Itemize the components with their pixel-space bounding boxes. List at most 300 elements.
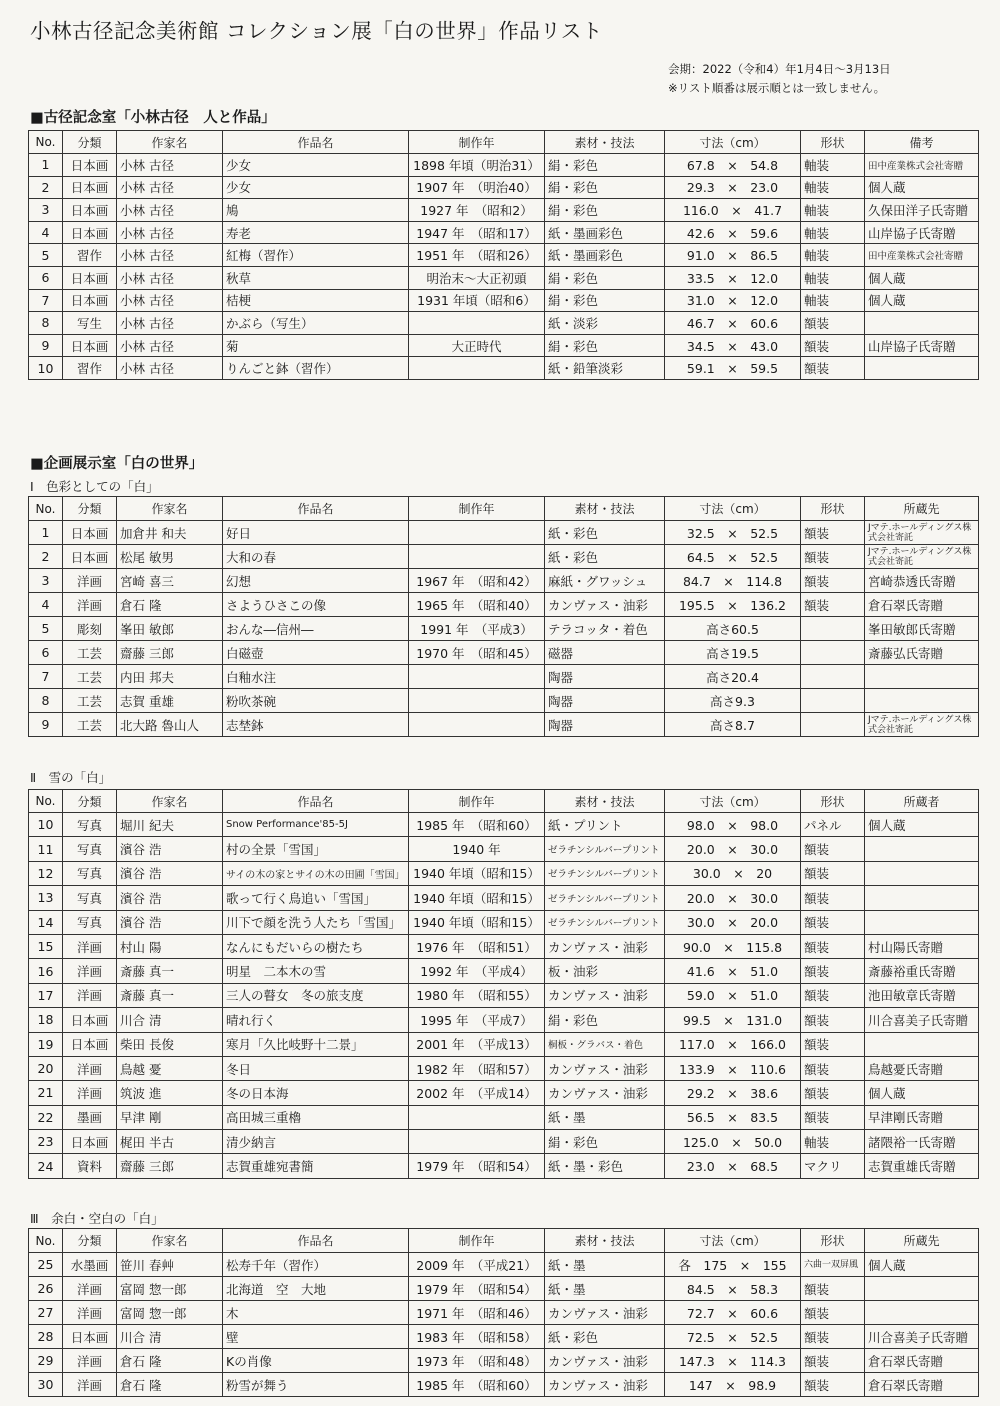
table-cell: 高さ9.3	[665, 689, 801, 713]
table-cell: 1951 年 （昭和26）	[409, 244, 545, 267]
table-cell: 洋画	[63, 934, 117, 958]
table-cell: 写真	[63, 837, 117, 861]
page-title: 小林古径記念美術館 コレクション展「白の世界」作品リスト	[30, 19, 603, 43]
table-cell: 日本画	[63, 221, 117, 244]
table-cell: 川合 清	[117, 1325, 223, 1349]
table-cell: 5	[29, 244, 63, 267]
table-cell	[865, 665, 979, 689]
table-cell: 9	[29, 334, 63, 357]
table-row	[29, 289, 979, 312]
table-cell: Jマテ.ホールディングス株式会社寄託	[865, 713, 979, 737]
table-cell: 秋草	[223, 266, 409, 289]
table-cell: 志賀重雄宛書簡	[223, 1154, 409, 1178]
table-cell: 20.0 × 30.0	[665, 837, 801, 861]
table-cell: 個人蔵	[865, 813, 979, 837]
table-cell: 写生	[63, 312, 117, 335]
table-cell: 17	[29, 983, 63, 1007]
column-header: 所蔵先	[865, 1229, 979, 1253]
table-cell: 額装	[801, 357, 865, 380]
table-cell: 56.5 × 83.5	[665, 1105, 801, 1129]
table-cell: 1898 年頃（明治31）	[409, 154, 545, 177]
column-header: 分類	[63, 1229, 117, 1253]
part3-heading: Ⅲ 余白・空白の「白」	[30, 1211, 164, 1226]
table-cell: 額装	[801, 569, 865, 593]
table-cell: 小林 古径	[117, 289, 223, 312]
table-cell: 1985 年 （昭和60）	[409, 1373, 545, 1397]
table-cell: 齋藤 三郎	[117, 641, 223, 665]
table-cell: 洋画	[63, 959, 117, 983]
table-cell: 1931 年頃（昭和6）	[409, 289, 545, 312]
table-cell: 紙・墨画彩色	[545, 221, 665, 244]
column-header: 制作年	[409, 790, 545, 813]
table-row	[29, 199, 979, 222]
table-cell: 小林 古径	[117, 244, 223, 267]
table-cell: 195.5 × 136.2	[665, 593, 801, 617]
table-cell	[865, 910, 979, 934]
table-cell: 6	[29, 641, 63, 665]
table-cell: 軸装	[801, 199, 865, 222]
table-cell: 額装	[801, 1032, 865, 1056]
table-cell: 絹・彩色	[545, 199, 665, 222]
table-cell: 20.0 × 30.0	[665, 886, 801, 910]
table-cell: 大和の春	[223, 545, 409, 569]
table-cell: 陶器	[545, 689, 665, 713]
table-cell: 20	[29, 1056, 63, 1080]
column-header: 備考	[865, 131, 979, 154]
table-cell: 個人蔵	[865, 266, 979, 289]
table-cell: 柴田 長俊	[117, 1032, 223, 1056]
table-cell: 田中産業株式会社寄贈	[865, 244, 979, 267]
table-cell: 小林 古径	[117, 199, 223, 222]
table-cell: カンヴァス・油彩	[545, 1056, 665, 1080]
table-cell: 額装	[801, 1056, 865, 1080]
column-header: No.	[29, 131, 63, 154]
table-row	[29, 1130, 979, 1154]
table-row	[29, 1032, 979, 1056]
table-cell: 絹・彩色	[545, 266, 665, 289]
table-cell: 松寿千年（習作）	[223, 1253, 409, 1277]
table-cell: 倉石 隆	[117, 1349, 223, 1373]
table-cell: 筑波 進	[117, 1081, 223, 1105]
table-cell	[801, 713, 865, 737]
table-cell: 高さ19.5	[665, 641, 801, 665]
table-cell: 日本画	[63, 1130, 117, 1154]
table-cell: 147 × 98.9	[665, 1373, 801, 1397]
table-cell: 1971 年 （昭和46）	[409, 1301, 545, 1325]
table-cell: 志賀重雄氏寄贈	[865, 1154, 979, 1178]
table-cell: 13	[29, 886, 63, 910]
table-cell: 高さ8.7	[665, 713, 801, 737]
table-cell: 軸装	[801, 266, 865, 289]
table-cell: 15	[29, 934, 63, 958]
table-cell: 額装	[801, 837, 865, 861]
table-cell	[801, 641, 865, 665]
table-cell: カンヴァス・油彩	[545, 1349, 665, 1373]
column-header: 素材・技法	[545, 497, 665, 521]
table-cell: 24	[29, 1154, 63, 1178]
table-cell	[409, 689, 545, 713]
table-cell: 好日	[223, 521, 409, 545]
table-cell: 洋画	[63, 1301, 117, 1325]
table-row	[29, 861, 979, 885]
table-cell: 各 175 × 155	[665, 1253, 801, 1277]
table-cell: Jマテ.ホールディングス株式会社寄託	[865, 545, 979, 569]
table-cell: ゼラチンシルバープリント	[545, 910, 665, 934]
table-row	[29, 1154, 979, 1178]
table-cell: 村山 陽	[117, 934, 223, 958]
table-row	[29, 910, 979, 934]
table-row	[29, 545, 979, 569]
table-cell: 写真	[63, 886, 117, 910]
table-cell: 木	[223, 1301, 409, 1325]
table-cell: 9	[29, 713, 63, 737]
table-cell: 倉石 隆	[117, 593, 223, 617]
table-row	[29, 665, 979, 689]
column-header: 寸法（cm）	[665, 790, 801, 813]
column-header: 所蔵先	[865, 497, 979, 521]
table-row	[29, 1277, 979, 1301]
table-cell: 軸装	[801, 289, 865, 312]
table-cell: 絹・彩色	[545, 176, 665, 199]
table-cell: 磁器	[545, 641, 665, 665]
column-header: 形状	[801, 131, 865, 154]
table-cell: 1	[29, 521, 63, 545]
table-cell: 宮崎 喜三	[117, 569, 223, 593]
table-cell: ゼラチンシルバープリント	[545, 861, 665, 885]
table-cell: 1992 年 （平成4）	[409, 959, 545, 983]
table-cell: 日本画	[63, 154, 117, 177]
table-cell: 倉石翠氏寄贈	[865, 1373, 979, 1397]
column-header: 寸法（cm）	[665, 497, 801, 521]
table-cell: 明星 二本木の雪	[223, 959, 409, 983]
column-header: 制作年	[409, 1229, 545, 1253]
table-cell: 14	[29, 910, 63, 934]
table-cell: 軸装	[801, 176, 865, 199]
table-row	[29, 1373, 979, 1397]
table-cell: 晴れ行く	[223, 1008, 409, 1032]
table-row	[29, 357, 979, 380]
table-cell: 齋藤 三郎	[117, 1154, 223, 1178]
table-cell: 写真	[63, 813, 117, 837]
table-cell: 麻紙・グワッシュ	[545, 569, 665, 593]
table-cell: 志埜鉢	[223, 713, 409, 737]
table-cell: 斎藤裕重氏寄贈	[865, 959, 979, 983]
table-cell: 額装	[801, 545, 865, 569]
table-cell: 宮崎恭透氏寄贈	[865, 569, 979, 593]
table-cell: 田中産業株式会社寄贈	[865, 154, 979, 177]
table-row	[29, 1056, 979, 1080]
table-row	[29, 154, 979, 177]
part3-table	[28, 1228, 979, 1397]
part2-table	[28, 789, 979, 1179]
table-cell	[409, 312, 545, 335]
table-row	[29, 1008, 979, 1032]
table-cell: 3	[29, 199, 63, 222]
table-cell: 額装	[801, 886, 865, 910]
table-cell: サイの木の家とサイの木の田圃「雪国」	[223, 861, 409, 885]
column-header: 分類	[63, 131, 117, 154]
table-cell: 絹・彩色	[545, 1008, 665, 1032]
table-cell: 額装	[801, 1349, 865, 1373]
table-cell: 梶田 半古	[117, 1130, 223, 1154]
table-cell: 1907 年 （明治40）	[409, 176, 545, 199]
table-cell: 1970 年 （昭和45）	[409, 641, 545, 665]
table-cell: 紅梅（習作）	[223, 244, 409, 267]
column-header: 作品名	[223, 790, 409, 813]
table-cell: カンヴァス・油彩	[545, 934, 665, 958]
table-cell: 31.0 × 12.0	[665, 289, 801, 312]
exhibition-info	[668, 60, 891, 98]
table-cell: 富岡 惣一郎	[117, 1301, 223, 1325]
table-cell: 1947 年 （昭和17）	[409, 221, 545, 244]
table-cell: 川下で顔を洗う人たち「雪国」	[223, 910, 409, 934]
table-cell: 六曲一双屏風	[801, 1253, 865, 1277]
table-cell: 桐板・グラバス・着色	[545, 1032, 665, 1056]
table-cell: 額装	[801, 861, 865, 885]
table-cell: 加倉井 和夫	[117, 521, 223, 545]
table-cell: 99.5 × 131.0	[665, 1008, 801, 1032]
table-cell: 4	[29, 593, 63, 617]
table-cell: 斎藤 真一	[117, 959, 223, 983]
table-cell: 額装	[801, 1008, 865, 1032]
table-cell: 少女	[223, 154, 409, 177]
table-cell: 25	[29, 1253, 63, 1277]
table-cell: 鳥越憂氏寄贈	[865, 1056, 979, 1080]
table-cell: 個人蔵	[865, 1081, 979, 1105]
table-cell: 高さ20.4	[665, 665, 801, 689]
table-cell: 紙・鉛筆淡彩	[545, 357, 665, 380]
table-cell: Jマテ.ホールディングス株式会社寄託	[865, 521, 979, 545]
table-cell: 絹・彩色	[545, 1130, 665, 1154]
table-cell	[409, 665, 545, 689]
table-cell: 志賀 重雄	[117, 689, 223, 713]
table-row	[29, 617, 979, 641]
table-cell	[865, 886, 979, 910]
table-row	[29, 176, 979, 199]
table-cell: 90.0 × 115.8	[665, 934, 801, 958]
table-cell: 59.0 × 51.0	[665, 983, 801, 1007]
table-cell: カンヴァス・油彩	[545, 1301, 665, 1325]
column-header: No.	[29, 790, 63, 813]
table-cell: 内田 邦夫	[117, 665, 223, 689]
table-cell: 村山陽氏寄贈	[865, 934, 979, 958]
table-cell: 小林 古径	[117, 357, 223, 380]
table-cell: 習作	[63, 357, 117, 380]
table-cell: 冬の日本海	[223, 1081, 409, 1105]
table-cell: Snow Performance'85-5J	[223, 813, 409, 837]
table-cell: 軸装	[801, 221, 865, 244]
table-cell	[865, 837, 979, 861]
table-cell: 斎藤弘氏寄贈	[865, 641, 979, 665]
table-cell: 笹川 春艸	[117, 1253, 223, 1277]
table-cell: 2009 年 （平成21）	[409, 1253, 545, 1277]
table-cell: 濱谷 浩	[117, 886, 223, 910]
table-cell: 小林 古径	[117, 266, 223, 289]
column-header: No.	[29, 497, 63, 521]
column-header: 素材・技法	[545, 790, 665, 813]
table-cell: ゼラチンシルバープリント	[545, 886, 665, 910]
table-cell: 峯田 敏郎	[117, 617, 223, 641]
table-cell	[801, 689, 865, 713]
table-row	[29, 813, 979, 837]
table-cell: 紙・プリント	[545, 813, 665, 837]
table-cell: 軸装	[801, 1130, 865, 1154]
table-cell: 30.0 × 20.0	[665, 910, 801, 934]
table-cell: カンヴァス・油彩	[545, 593, 665, 617]
table-cell: 1979 年 （昭和54）	[409, 1277, 545, 1301]
table-cell: 工芸	[63, 665, 117, 689]
table-cell: さようひさこの像	[223, 593, 409, 617]
table-cell: 30	[29, 1373, 63, 1397]
table-cell: 額装	[801, 1325, 865, 1349]
table-cell: 水墨画	[63, 1253, 117, 1277]
table-cell: 三人の瞽女 冬の旅支度	[223, 983, 409, 1007]
table-cell	[801, 665, 865, 689]
table-cell	[409, 1105, 545, 1129]
table-row	[29, 1253, 979, 1277]
table-cell: 小林 古径	[117, 154, 223, 177]
table-cell: 紙・墨・彩色	[545, 1154, 665, 1178]
table-cell: 額装	[801, 1373, 865, 1397]
table-cell: 個人蔵	[865, 176, 979, 199]
table-cell: 日本画	[63, 289, 117, 312]
table-cell: 川合喜美子氏寄贈	[865, 1008, 979, 1032]
column-header: 形状	[801, 1229, 865, 1253]
table-cell: 池田敏章氏寄贈	[865, 983, 979, 1007]
table-cell: 11	[29, 837, 63, 861]
table-row	[29, 1105, 979, 1129]
table-row	[29, 1301, 979, 1325]
table-cell: 21	[29, 1081, 63, 1105]
table-cell: 日本画	[63, 521, 117, 545]
table-cell: 額装	[801, 1105, 865, 1129]
table-cell: 額装	[801, 959, 865, 983]
column-header: 作家名	[117, 497, 223, 521]
table-cell: 白釉水注	[223, 665, 409, 689]
table-cell: 紙・墨	[545, 1277, 665, 1301]
table-cell: 洋画	[63, 1081, 117, 1105]
table-cell	[409, 357, 545, 380]
table-cell: 29.3 × 23.0	[665, 176, 801, 199]
table-cell: 額装	[801, 934, 865, 958]
table-cell: 29.2 × 38.6	[665, 1081, 801, 1105]
table-cell: 洋画	[63, 569, 117, 593]
table-cell	[801, 617, 865, 641]
table-cell: 22	[29, 1105, 63, 1129]
table-cell: 工芸	[63, 713, 117, 737]
table-cell: 23	[29, 1130, 63, 1154]
table-cell: 1976 年 （昭和51）	[409, 934, 545, 958]
table-cell: 写真	[63, 910, 117, 934]
table-row	[29, 837, 979, 861]
table-cell: 1991 年 （平成3）	[409, 617, 545, 641]
exhibition-period: 会期：2022（令和4）年1月4日～3月13日	[668, 62, 891, 76]
table-cell: 高田城三重櫓	[223, 1105, 409, 1129]
table-cell	[409, 1130, 545, 1154]
order-note: ※リスト順番は展示順とは一致しません。	[668, 81, 886, 95]
table-cell: 陶器	[545, 713, 665, 737]
table-cell: 18	[29, 1008, 63, 1032]
table-cell: 5	[29, 617, 63, 641]
table-cell: 67.8 × 54.8	[665, 154, 801, 177]
table-cell: 陶器	[545, 665, 665, 689]
table-cell: 峯田敏郎氏寄贈	[865, 617, 979, 641]
column-header: 素材・技法	[545, 131, 665, 154]
table-cell: 紙・墨画彩色	[545, 244, 665, 267]
table-cell: 10	[29, 357, 63, 380]
table-cell: 紙・墨	[545, 1105, 665, 1129]
table-cell: 6	[29, 266, 63, 289]
table-row	[29, 1349, 979, 1373]
table-cell: 小林 古径	[117, 312, 223, 335]
part2-heading: Ⅱ 雪の「白」	[30, 770, 112, 785]
table-cell: 倉石翠氏寄贈	[865, 593, 979, 617]
table-cell: 粉吹茶碗	[223, 689, 409, 713]
table-cell: カンヴァス・油彩	[545, 1081, 665, 1105]
table-cell: Kの肖像	[223, 1349, 409, 1373]
table-cell: 64.5 × 52.5	[665, 545, 801, 569]
table-cell: 濱谷 浩	[117, 910, 223, 934]
table-cell	[865, 861, 979, 885]
table-cell: 紙・彩色	[545, 521, 665, 545]
table-cell: 額装	[801, 1081, 865, 1105]
table-cell: 濱谷 浩	[117, 837, 223, 861]
table-cell: 日本画	[63, 334, 117, 357]
table-cell: 壁	[223, 1325, 409, 1349]
table-cell: 日本画	[63, 545, 117, 569]
table-cell	[865, 1032, 979, 1056]
table-row	[29, 266, 979, 289]
section1-heading: ■古径記念室「小林古径 人と作品」	[30, 110, 276, 126]
table-cell: 洋画	[63, 1349, 117, 1373]
column-header: 素材・技法	[545, 1229, 665, 1253]
table-cell: 1940 年	[409, 837, 545, 861]
table-cell: 彫刻	[63, 617, 117, 641]
table-cell: 16	[29, 959, 63, 983]
table-cell: 小林 古径	[117, 176, 223, 199]
table-cell: りんごと鉢（習作）	[223, 357, 409, 380]
table-cell: 116.0 × 41.7	[665, 199, 801, 222]
table-row	[29, 983, 979, 1007]
table-cell: 高さ60.5	[665, 617, 801, 641]
table-cell: 絹・彩色	[545, 334, 665, 357]
table-cell	[865, 357, 979, 380]
table-row	[29, 934, 979, 958]
table-cell: 1967 年 （昭和42）	[409, 569, 545, 593]
column-header: 寸法（cm）	[665, 131, 801, 154]
table-cell: 額装	[801, 334, 865, 357]
table-cell: 工芸	[63, 641, 117, 665]
table-cell: 日本画	[63, 1325, 117, 1349]
table-cell: 84.7 × 114.8	[665, 569, 801, 593]
table-cell: 早津 剛	[117, 1105, 223, 1129]
table-row	[29, 593, 979, 617]
column-header: 作家名	[117, 790, 223, 813]
table-cell: 日本画	[63, 199, 117, 222]
table-cell: 個人蔵	[865, 289, 979, 312]
table-cell: 洋画	[63, 1056, 117, 1080]
table-cell: 72.5 × 52.5	[665, 1325, 801, 1349]
table-cell: 7	[29, 289, 63, 312]
table-cell: かぶら（写生）	[223, 312, 409, 335]
table-cell: パネル	[801, 813, 865, 837]
table-cell: 倉石翠氏寄贈	[865, 1349, 979, 1373]
table-cell: 習作	[63, 244, 117, 267]
table-cell: 久保田洋子氏寄贈	[865, 199, 979, 222]
table-cell: 歌って行く鳥追い「雪国」	[223, 886, 409, 910]
table-cell: 額装	[801, 593, 865, 617]
table-cell: 冬日	[223, 1056, 409, 1080]
